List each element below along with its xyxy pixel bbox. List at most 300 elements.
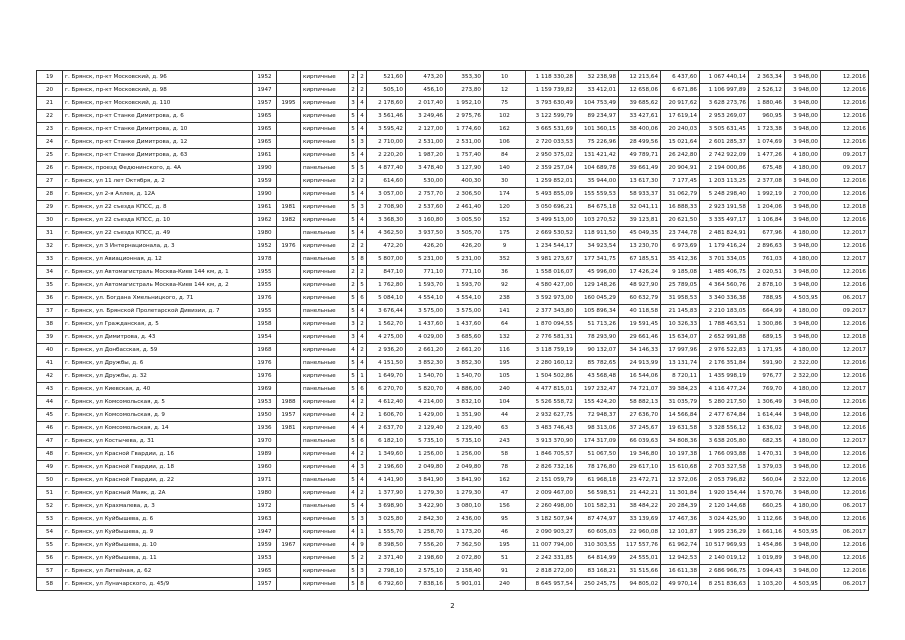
- table-cell: 1952: [253, 240, 277, 253]
- table-cell: 2 377,08: [749, 175, 785, 188]
- table-cell: 106: [484, 136, 526, 149]
- table-cell: 47: [37, 435, 63, 448]
- table-cell: г. Брянск, ул Комсомольская, д. 14: [63, 422, 253, 435]
- table-cell: 1 762,80: [367, 279, 406, 292]
- table-row: [37, 500, 869, 513]
- table-cell: 06.2017: [821, 500, 869, 513]
- table-cell: 2 932 627,75: [526, 409, 576, 422]
- table-cell: 8 720,11: [661, 370, 700, 383]
- table-cell: 116: [484, 344, 526, 357]
- table-cell: г. Брянск, ул Автомагистраль Москва-Киев 144 км, д. 1: [63, 266, 253, 279]
- table-cell: 1 846 705,57: [526, 448, 576, 461]
- table-cell: г. Брянск, ул Куйбышева, д. 11: [63, 552, 253, 565]
- table-cell: 352: [484, 253, 526, 266]
- table-cell: 34 146,33: [619, 344, 661, 357]
- table-cell: 8 398,50: [367, 539, 406, 552]
- table-cell: 141: [484, 305, 526, 318]
- table-cell: 1: [358, 526, 367, 539]
- table-cell: [277, 370, 301, 383]
- table-cell: кирпичные: [301, 279, 349, 292]
- table-cell: 12.2016: [821, 474, 869, 487]
- table-cell: 12.2016: [821, 539, 869, 552]
- table-cell: 12 101,87: [661, 526, 700, 539]
- table-cell: 2: [358, 266, 367, 279]
- table-cell: [277, 500, 301, 513]
- table-cell: 4: [358, 357, 367, 370]
- table-cell: 2 601 285,37: [700, 136, 749, 149]
- table-cell: 3 005,50: [446, 214, 484, 227]
- table-cell: 75: [484, 97, 526, 110]
- table-cell: 12.2016: [821, 240, 869, 253]
- table-cell: 2 652 991,88: [700, 331, 749, 344]
- table-cell: 2 220,20: [367, 149, 406, 162]
- table-cell: 2 322,00: [785, 370, 821, 383]
- table-cell: 1 774,60: [446, 123, 484, 136]
- table-cell: 4: [349, 344, 358, 357]
- table-cell: г. Брянск, ул Комсомольская, д. 9: [63, 409, 253, 422]
- table-cell: 29 661,46: [619, 331, 661, 344]
- table-cell: 48 927,90: [619, 279, 661, 292]
- table-cell: 12.2016: [821, 84, 869, 97]
- table-cell: 1 435 998,19: [700, 370, 749, 383]
- table-cell: 3 025,80: [367, 513, 406, 526]
- table-cell: 12.2016: [821, 422, 869, 435]
- table-cell: 3 948,00: [785, 513, 821, 526]
- table-row: [37, 474, 869, 487]
- table-cell: 162: [484, 123, 526, 136]
- table-cell: 2: [358, 552, 367, 565]
- table-cell: 12.2016: [821, 136, 869, 149]
- table-cell: 16 611,38: [661, 565, 700, 578]
- table-cell: кирпичные: [301, 97, 349, 110]
- table-cell: 2 923 191,58: [700, 201, 749, 214]
- table-cell: 58: [484, 448, 526, 461]
- table-cell: 4: [349, 448, 358, 461]
- table-cell: 6 182,10: [367, 435, 406, 448]
- table-cell: г. Брянск, ул Красной Гвардии, д. 18: [63, 461, 253, 474]
- table-cell: 4: [349, 422, 358, 435]
- table-cell: 5 820,70: [406, 383, 446, 396]
- table-cell: 2 176 351,84: [700, 357, 749, 370]
- table-cell: 33 139,69: [619, 513, 661, 526]
- table-cell: 1958: [253, 318, 277, 331]
- table-cell: кирпичные: [301, 461, 349, 474]
- table-cell: 156: [484, 500, 526, 513]
- table-cell: 1 159 739,82: [526, 84, 576, 97]
- table-cell: 4 503,95: [785, 526, 821, 539]
- table-cell: [277, 344, 301, 357]
- table-cell: 238: [484, 292, 526, 305]
- table-cell: 2 461,40: [446, 201, 484, 214]
- table-cell: 5 735,10: [406, 435, 446, 448]
- table-cell: 51: [37, 487, 63, 500]
- table-cell: 12 658,06: [619, 84, 661, 97]
- table-cell: 160 045,29: [576, 292, 619, 305]
- table-cell: 83 168,21: [576, 565, 619, 578]
- table-cell: 66 039,63: [619, 435, 661, 448]
- table-row: [37, 71, 869, 84]
- table-cell: 4: [349, 396, 358, 409]
- table-cell: 3 948,00: [785, 123, 821, 136]
- table-cell: 39 123,81: [619, 214, 661, 227]
- table-cell: 4 877,40: [367, 162, 406, 175]
- table-cell: 1 234 544,17: [526, 240, 576, 253]
- table-row: [37, 240, 869, 253]
- table-cell: 1 992,19: [749, 188, 785, 201]
- table-cell: 1 649,70: [367, 370, 406, 383]
- table-row: [37, 201, 869, 214]
- table-cell: 84 675,18: [576, 201, 619, 214]
- table-cell: 6 792,60: [367, 578, 406, 591]
- table-cell: кирпичные: [301, 396, 349, 409]
- table-cell: 521,60: [367, 71, 406, 84]
- table-cell: 7 362,50: [446, 539, 484, 552]
- table-cell: 1960: [253, 461, 277, 474]
- table-cell: 50: [37, 474, 63, 487]
- table-row: [37, 253, 869, 266]
- table-cell: 5: [349, 110, 358, 123]
- table-row: [37, 526, 869, 539]
- table-cell: 13 230,70: [619, 240, 661, 253]
- table-cell: кирпичные: [301, 318, 349, 331]
- table-cell: 3 499 513,00: [526, 214, 576, 227]
- table-cell: 5: [349, 227, 358, 240]
- table-cell: 1 995 236,29: [700, 526, 749, 539]
- table-cell: 2 531,00: [406, 136, 446, 149]
- table-cell: 2 306,50: [446, 188, 484, 201]
- table-cell: панельные: [301, 357, 349, 370]
- table-cell: панельные: [301, 253, 349, 266]
- table-cell: 132: [484, 331, 526, 344]
- table-cell: [277, 331, 301, 344]
- table-cell: 20: [37, 84, 63, 97]
- table-cell: 1970: [253, 435, 277, 448]
- table-cell: 2 708,90: [367, 201, 406, 214]
- table-cell: 3 676,44: [367, 305, 406, 318]
- table-cell: 17 619,14: [661, 110, 700, 123]
- table-cell: 31 062,79: [661, 188, 700, 201]
- table-row: [37, 123, 869, 136]
- table-cell: 2 363,34: [749, 71, 785, 84]
- table-cell: 3 793 630,49: [526, 97, 576, 110]
- table-cell: [277, 253, 301, 266]
- table-cell: 2 053 796,82: [700, 474, 749, 487]
- table-cell: 4 612,40: [367, 396, 406, 409]
- table-cell: 1967: [277, 539, 301, 552]
- table-cell: 3 841,90: [446, 474, 484, 487]
- table-cell: 1 351,90: [446, 409, 484, 422]
- table-cell: 12.2016: [821, 318, 869, 331]
- table-cell: 3 948,00: [785, 331, 821, 344]
- table-cell: [277, 279, 301, 292]
- table-cell: г. Брянск, проезд Федюнинского, д. 4А: [63, 162, 253, 175]
- table-cell: 1976: [277, 240, 301, 253]
- table-cell: 20 240,03: [661, 123, 700, 136]
- table-cell: 310 303,55: [576, 539, 619, 552]
- table-cell: 9: [358, 539, 367, 552]
- table-cell: [277, 513, 301, 526]
- table-cell: 32 238,98: [576, 71, 619, 84]
- table-cell: 195: [484, 539, 526, 552]
- table-cell: г. Брянск, ул Красной Гвардии, д. 16: [63, 448, 253, 461]
- table-cell: 95: [484, 513, 526, 526]
- table-cell: [277, 578, 301, 591]
- table-cell: 1 987,20: [406, 149, 446, 162]
- table-cell: 3 328 556,12: [700, 422, 749, 435]
- table-cell: 2 526,12: [749, 84, 785, 97]
- table-cell: 53: [37, 513, 63, 526]
- table-cell: 12 213,64: [619, 71, 661, 84]
- table-cell: 21: [37, 97, 63, 110]
- table-cell: 2 669 530,52: [526, 227, 576, 240]
- table-cell: 1 067 440,14: [700, 71, 749, 84]
- table-cell: г. Брянск, ул 2-я Аллея, д. 12А: [63, 188, 253, 201]
- table-cell: 5: [349, 370, 358, 383]
- table-cell: [277, 305, 301, 318]
- table-cell: 7 556,20: [406, 539, 446, 552]
- table-cell: г. Брянск, ул 22 съезда КПСС, д. 49: [63, 227, 253, 240]
- table-cell: 3 249,46: [406, 110, 446, 123]
- table-cell: 3 478,40: [406, 162, 446, 175]
- table-cell: 56 598,51: [576, 487, 619, 500]
- table-row: [37, 461, 869, 474]
- table-cell: 2 194 000,86: [700, 162, 749, 175]
- table-cell: 17 997,96: [661, 344, 700, 357]
- table-cell: 1 103,20: [749, 578, 785, 591]
- table-cell: г. Брянск, ул Куйбышева, д. 9: [63, 526, 253, 539]
- table-cell: 1 788 463,51: [700, 318, 749, 331]
- table-cell: 5: [349, 578, 358, 591]
- table-cell: г. Брянск, ул Донбасская, д. 59: [63, 344, 253, 357]
- table-cell: кирпичные: [301, 539, 349, 552]
- table-cell: кирпичные: [301, 136, 349, 149]
- table-cell: [277, 71, 301, 84]
- table-cell: 19: [37, 71, 63, 84]
- table-cell: 5: [349, 123, 358, 136]
- table-cell: 1 593,70: [406, 279, 446, 292]
- table-cell: 12.2017: [821, 253, 869, 266]
- table-cell: 1 757,40: [446, 149, 484, 162]
- table-row: [37, 396, 869, 409]
- table-cell: г. Брянск, ул 11 лет Октября, д. 2: [63, 175, 253, 188]
- table-row: [37, 357, 869, 370]
- table-cell: 4 116 477,24: [700, 383, 749, 396]
- table-cell: 3 948,00: [785, 279, 821, 292]
- table-cell: 1 504 502,86: [526, 370, 576, 383]
- table-cell: 5: [349, 292, 358, 305]
- table-cell: 90 132,07: [576, 344, 619, 357]
- table-cell: 23 744,78: [661, 227, 700, 240]
- table-cell: 5: [349, 214, 358, 227]
- table-cell: 12 372,06: [661, 474, 700, 487]
- table-cell: 7 838,16: [406, 578, 446, 591]
- table-cell: 6: [358, 292, 367, 305]
- table-cell: 1965: [253, 110, 277, 123]
- table-cell: 2: [349, 71, 358, 84]
- table-cell: 3: [358, 136, 367, 149]
- table-cell: 1971: [253, 474, 277, 487]
- table-cell: 12.2016: [821, 409, 869, 422]
- table-cell: г. Брянск, ул Куйбышева, д. 10: [63, 539, 253, 552]
- table-cell: г. Брянск, ул 3 Интернационала, д. 3: [63, 240, 253, 253]
- table-cell: панельные: [301, 227, 349, 240]
- table-cell: г. Брянск, ул Киевская, д. 40: [63, 383, 253, 396]
- table-cell: [277, 565, 301, 578]
- table-cell: 2 686 966,75: [700, 565, 749, 578]
- table-cell: 3 505 631,45: [700, 123, 749, 136]
- table-cell: 3 182 507,94: [526, 513, 576, 526]
- table-cell: 1936: [253, 422, 277, 435]
- table-cell: 3 685,60: [446, 331, 484, 344]
- table-cell: 1 540,70: [406, 370, 446, 383]
- table-cell: 15 021,64: [661, 136, 700, 149]
- table-cell: 4: [358, 123, 367, 136]
- table-cell: 19 631,58: [661, 422, 700, 435]
- table-cell: 243: [484, 435, 526, 448]
- table-cell: панельные: [301, 305, 349, 318]
- table-cell: 5: [349, 383, 358, 396]
- table-cell: 74 721,07: [619, 383, 661, 396]
- table-cell: 2 950 375,02: [526, 149, 576, 162]
- table-cell: 3 852,30: [446, 357, 484, 370]
- table-cell: 3 118 759,19: [526, 344, 576, 357]
- table-cell: 12.2016: [821, 357, 869, 370]
- table-cell: 2 537,60: [406, 201, 446, 214]
- table-cell: 1 593,70: [446, 279, 484, 292]
- table-cell: 102: [484, 110, 526, 123]
- table-cell: 4: [358, 149, 367, 162]
- table-cell: 1 094,43: [749, 565, 785, 578]
- table-cell: 1955: [253, 279, 277, 292]
- table-cell: 38 400,06: [619, 123, 661, 136]
- table-cell: панельные: [301, 500, 349, 513]
- table-cell: 1 952,10: [446, 97, 484, 110]
- table-cell: 3 057,00: [367, 188, 406, 201]
- table-cell: 54: [37, 526, 63, 539]
- table-cell: 3 638 205,80: [700, 435, 749, 448]
- apartment-buildings-table: [36, 70, 869, 591]
- table-cell: 2 896,63: [749, 240, 785, 253]
- table-cell: 1 723,38: [749, 123, 785, 136]
- table-cell: 3 948,00: [785, 565, 821, 578]
- table-cell: 46: [37, 422, 63, 435]
- table-cell: кирпичные: [301, 552, 349, 565]
- table-cell: 2 710,00: [367, 136, 406, 149]
- table-row: [37, 227, 869, 240]
- table-cell: 4 580 427,00: [526, 279, 576, 292]
- table-cell: 28 499,56: [619, 136, 661, 149]
- table-cell: 3 368,30: [367, 214, 406, 227]
- table-cell: 660,25: [749, 500, 785, 513]
- table-cell: 2 090 903,27: [526, 526, 576, 539]
- table-cell: 1 203 113,25: [700, 175, 749, 188]
- table-cell: 12.2016: [821, 123, 869, 136]
- table-row: [37, 84, 869, 97]
- table-cell: 426,20: [446, 240, 484, 253]
- table-cell: 2: [349, 84, 358, 97]
- table-cell: 3 832,10: [446, 396, 484, 409]
- table-cell: 17 426,24: [619, 266, 661, 279]
- table-cell: 1976: [253, 292, 277, 305]
- table-cell: 06.2017: [821, 578, 869, 591]
- table-cell: 353,30: [446, 71, 484, 84]
- table-cell: 175: [484, 227, 526, 240]
- table-cell: 20 284,39: [661, 500, 700, 513]
- table-cell: 2: [358, 344, 367, 357]
- table-cell: 5: [349, 149, 358, 162]
- table-cell: 4: [349, 539, 358, 552]
- table-cell: 2 826 732,16: [526, 461, 576, 474]
- table-cell: 1950: [253, 409, 277, 422]
- table-cell: г. Брянск, ул. Брянской Пролетарской Дивизии, д. 7: [63, 305, 253, 318]
- table-cell: 8: [358, 253, 367, 266]
- table-body: [37, 71, 869, 591]
- table-cell: 3 592 973,00: [526, 292, 576, 305]
- table-cell: 675,48: [749, 162, 785, 175]
- table-cell: 31 035,79: [661, 396, 700, 409]
- table-cell: 2 703 327,58: [700, 461, 749, 474]
- table-cell: [277, 383, 301, 396]
- table-row: [37, 552, 869, 565]
- table-cell: 49 789,71: [619, 149, 661, 162]
- table-cell: 8 645 957,54: [526, 578, 576, 591]
- table-cell: 1953: [253, 552, 277, 565]
- table-cell: 771,10: [446, 266, 484, 279]
- table-row: [37, 149, 869, 162]
- table-cell: 38: [37, 318, 63, 331]
- table-cell: 87 474,97: [576, 513, 619, 526]
- table-cell: 2 049,80: [446, 461, 484, 474]
- table-cell: 39 661,49: [619, 162, 661, 175]
- table-cell: 6: [358, 435, 367, 448]
- table-cell: 45 996,00: [576, 266, 619, 279]
- table-cell: 1982: [277, 214, 301, 227]
- table-cell: 1 766 093,88: [700, 448, 749, 461]
- table-cell: 4: [358, 331, 367, 344]
- table-cell: 10 326,33: [661, 318, 700, 331]
- table-cell: 34: [37, 266, 63, 279]
- table-cell: 3 505,70: [446, 227, 484, 240]
- table-cell: 2: [358, 84, 367, 97]
- table-cell: 12.2016: [821, 279, 869, 292]
- table-cell: 43: [37, 383, 63, 396]
- table-cell: г. Брянск, пр-кт Станке Димитрова, д. 6: [63, 110, 253, 123]
- table-cell: 4 886,00: [446, 383, 484, 396]
- table-cell: [277, 84, 301, 97]
- table-cell: 1 870 094,55: [526, 318, 576, 331]
- table-cell: г. Брянск, ул Гражданская, д. 5: [63, 318, 253, 331]
- table-cell: 177 341,75: [576, 253, 619, 266]
- table-cell: 2 975,76: [446, 110, 484, 123]
- table-cell: кирпичные: [301, 292, 349, 305]
- table-row: [37, 370, 869, 383]
- table-cell: 1961: [253, 149, 277, 162]
- table-cell: 33 427,61: [619, 110, 661, 123]
- table-cell: 5: [349, 253, 358, 266]
- table-cell: 49: [37, 461, 63, 474]
- table-cell: 5 280 217,50: [700, 396, 749, 409]
- table-cell: 24: [37, 136, 63, 149]
- table-cell: 12.2016: [821, 565, 869, 578]
- table-cell: 104 753,49: [576, 97, 619, 110]
- table-cell: 1955: [253, 305, 277, 318]
- table-cell: 140: [484, 162, 526, 175]
- table-cell: кирпичные: [301, 110, 349, 123]
- table-cell: г. Брянск, ул Литейная, д. 62: [63, 565, 253, 578]
- table-row: [37, 344, 869, 357]
- table-cell: 2 377 343,80: [526, 305, 576, 318]
- table-cell: 5 231,00: [406, 253, 446, 266]
